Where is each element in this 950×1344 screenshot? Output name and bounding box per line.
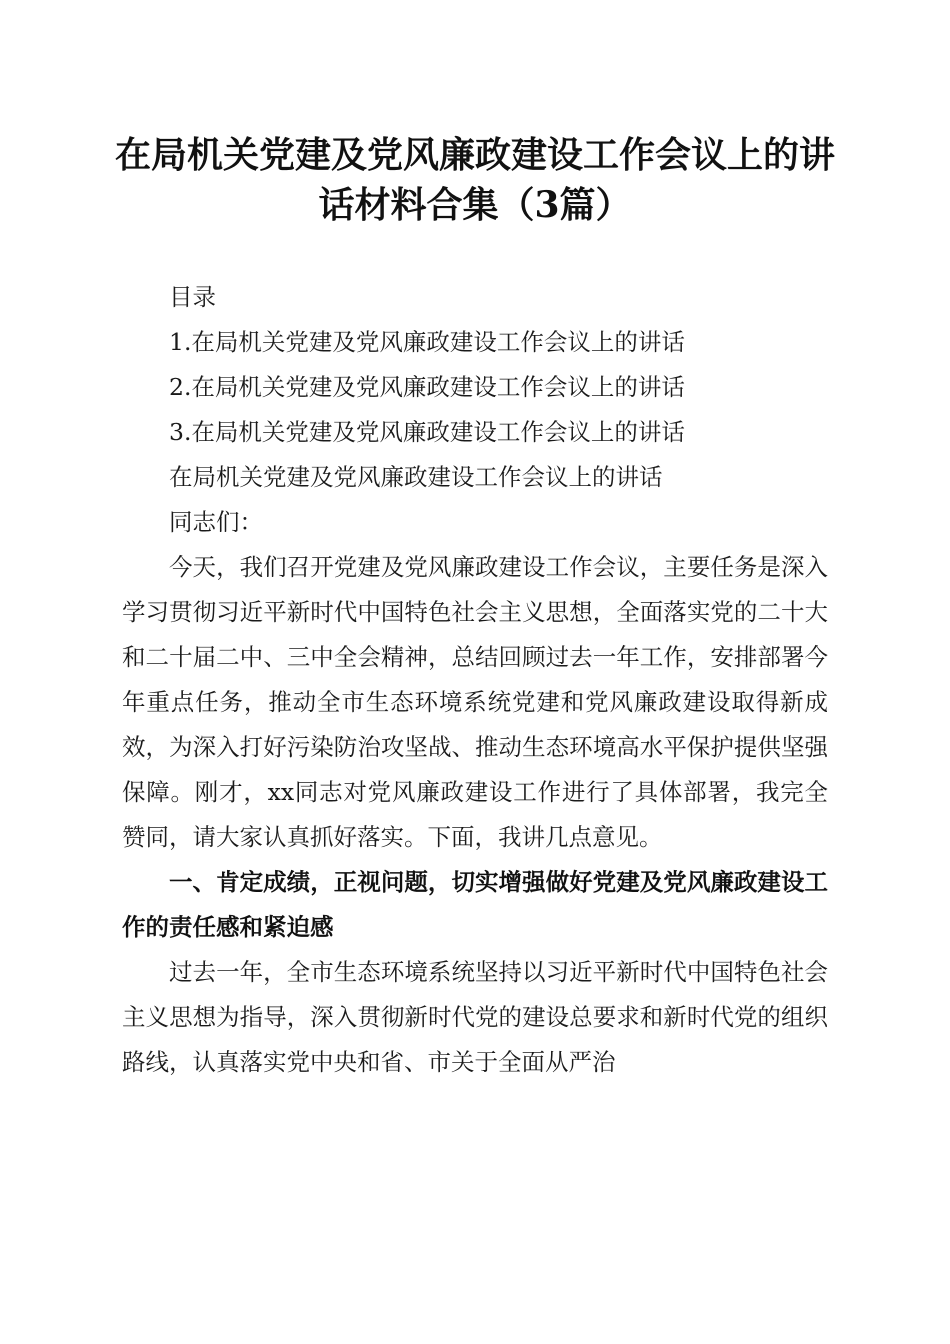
paragraph-review: 过去一年，全市生态环境系统坚持以习近平新时代中国特色社会主义思想为指导，深入贯彻新时代党的建设总要求和新时代党的组织路线，认真落实党中央和省、市关于全面从严治 bbox=[122, 958, 828, 1076]
toc-item-2: 2.在局机关党建及党风廉政建设工作会议上的讲话 bbox=[169, 373, 685, 401]
document-title bbox=[110, 130, 840, 230]
toc-label: 目录 bbox=[169, 283, 216, 311]
salutation: 同志们： bbox=[169, 508, 263, 536]
toc-item-3: 3.在局机关党建及党风廉政建设工作会议上的讲话 bbox=[169, 418, 685, 446]
title-line-1: 在局机关党建及党风廉政建设工作会议上的讲 bbox=[114, 134, 835, 176]
title-line-2: 话材料合集（3篇） bbox=[318, 184, 632, 226]
speech-title: 在局机关党建及党风廉政建设工作会议上的讲话 bbox=[169, 463, 663, 491]
paragraph-intro: 今天，我们召开党建及党风廉政建设工作会议，主要任务是深入学习贯彻习近平新时代中国特色社会主义思想，全面落实党的二十大和二十届二中、三中全会精神，总结回顾过去一年工作，安排部署今年重点任务，推动全市生态环境系统党建和党风廉政建设取得新成效，为深入打好污染防治攻坚战、推动生态环境高水平保护提供坚强保障。刚才，xx同志对党风廉政建设工作进行了具体部署，我完全赞同，请大家认真抓好落实。下面，我讲几点意见。 bbox=[122, 553, 828, 851]
toc-item-1: 1.在局机关党建及党风廉政建设工作会议上的讲话 bbox=[169, 328, 685, 356]
section-heading-1: 一、肯定成绩，正视问题，切实增强做好党建及党风廉政建设工作的责任感和紧迫感 bbox=[122, 868, 828, 941]
document-body bbox=[122, 275, 828, 1085]
